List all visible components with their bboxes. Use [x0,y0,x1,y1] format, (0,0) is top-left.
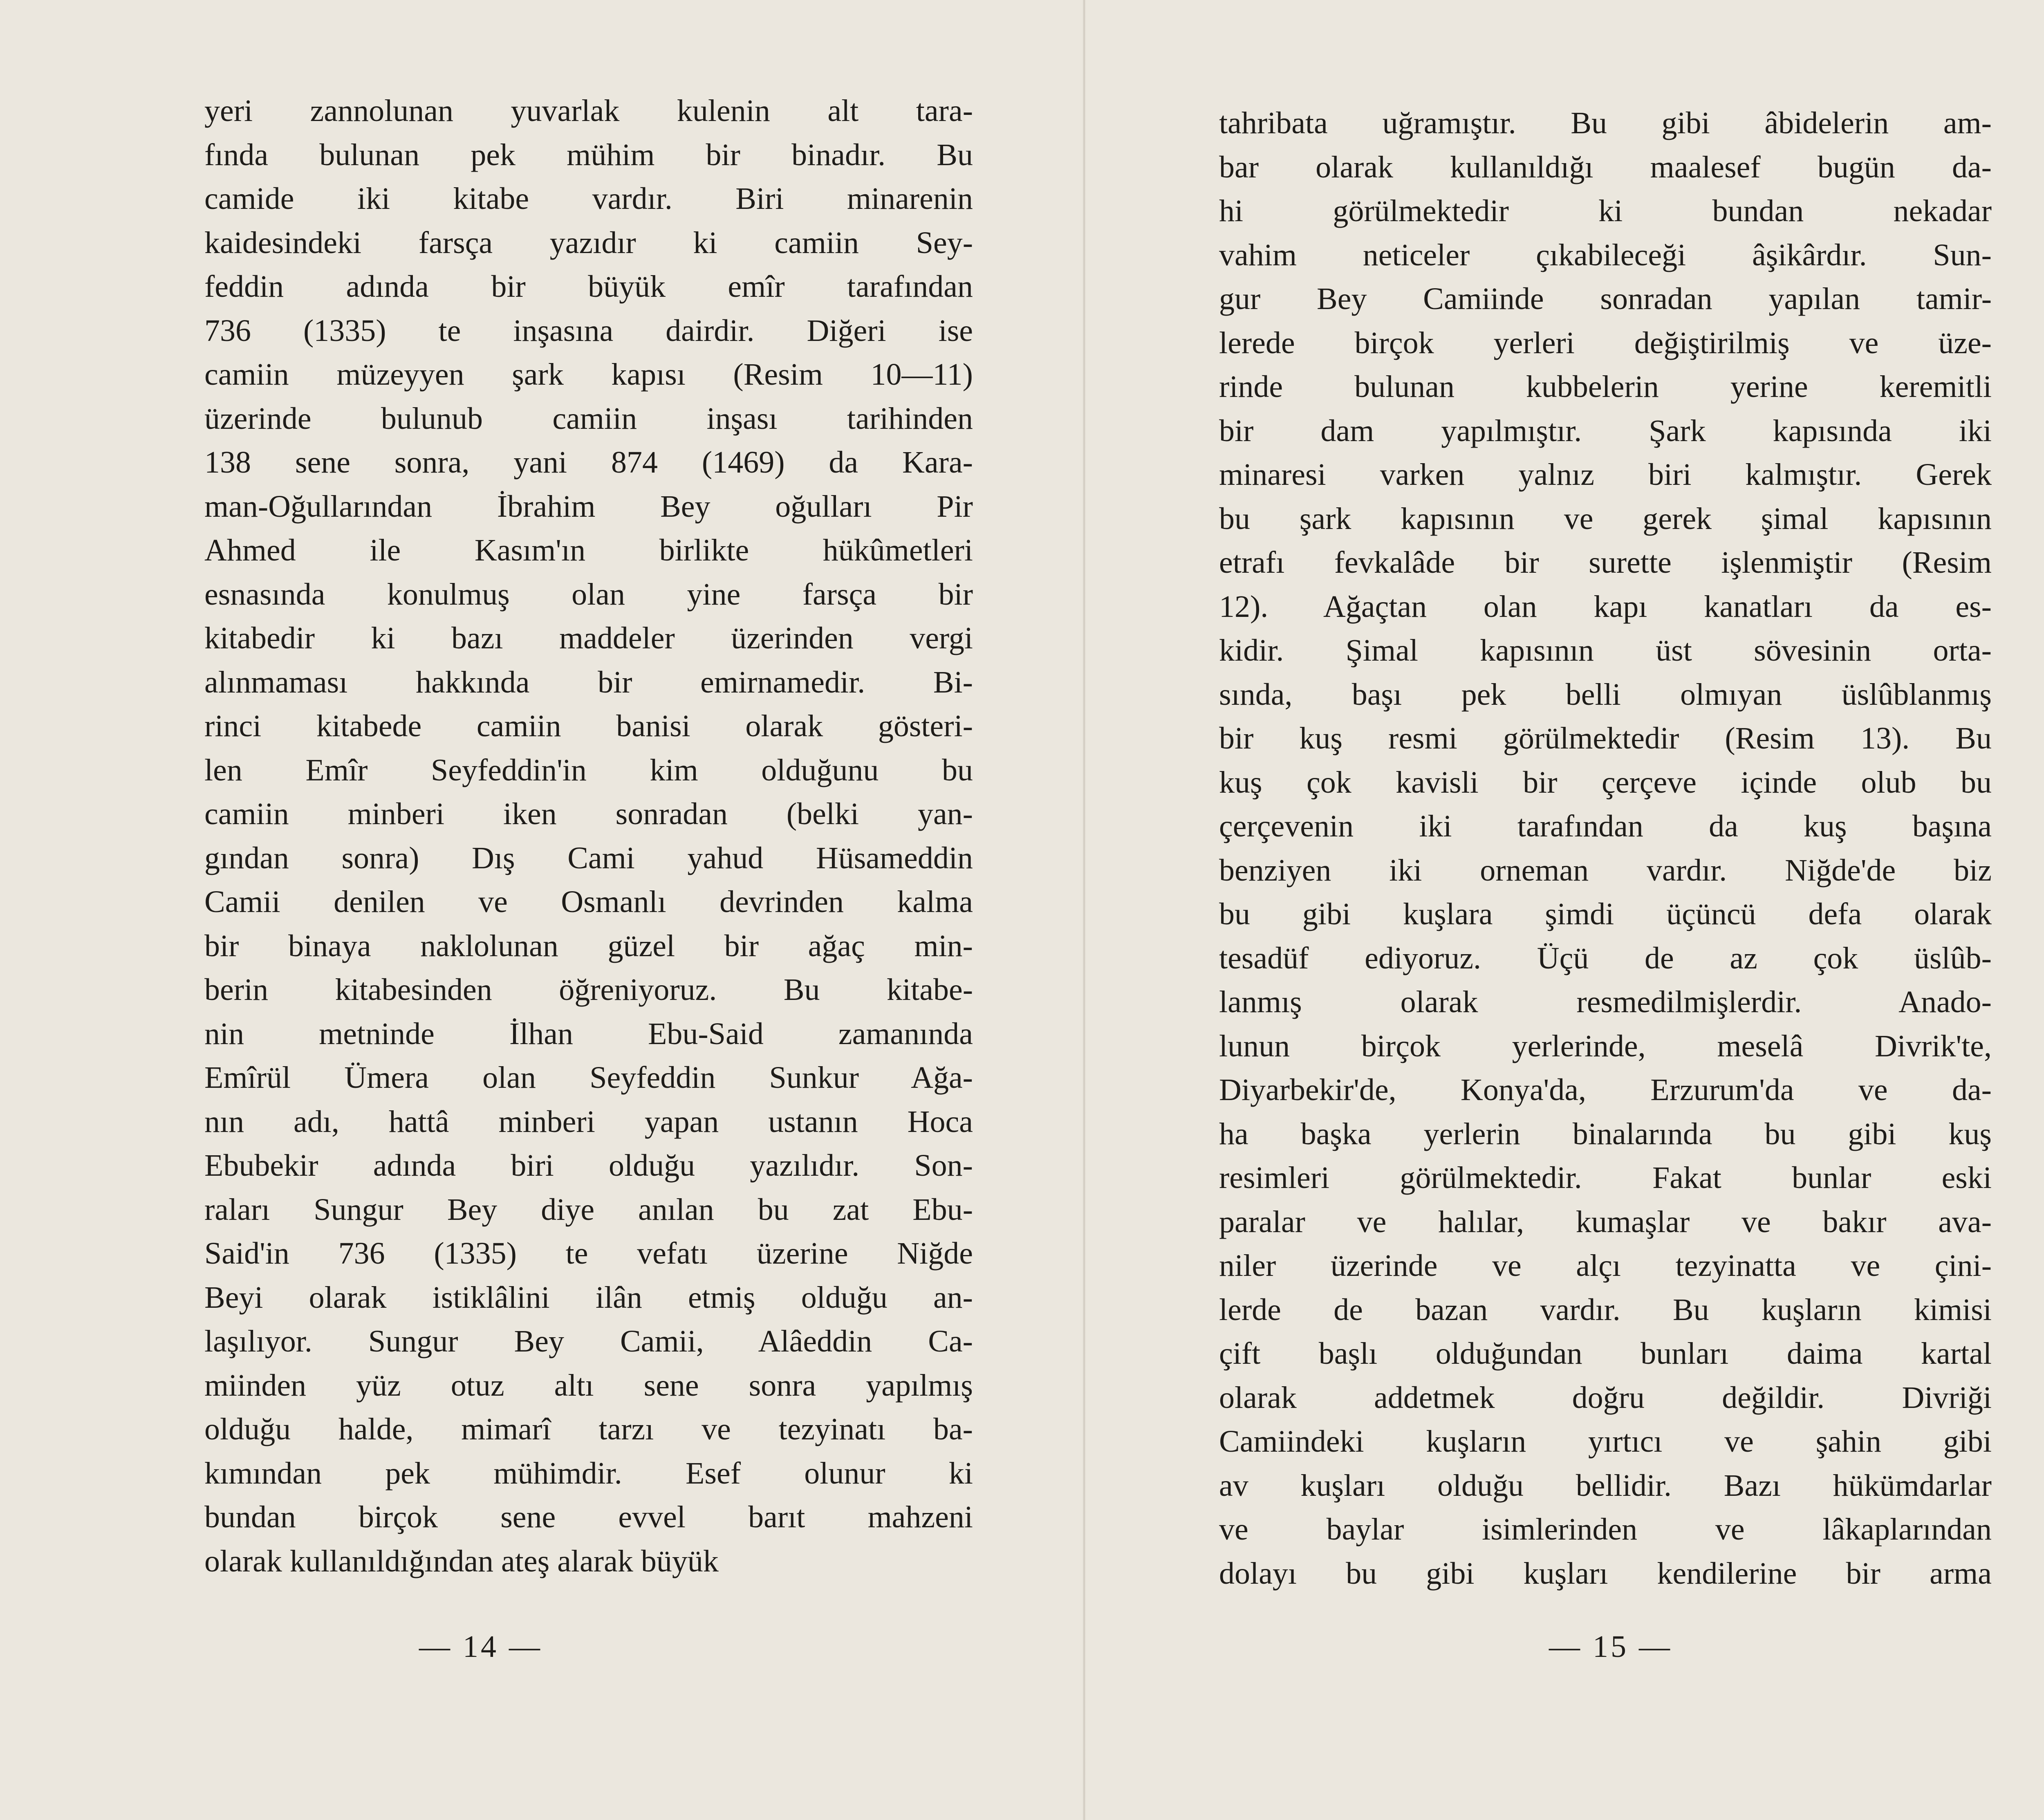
right-page [1084,0,2044,1820]
text-line: ve baylar isimlerinden ve lâkaplarından [1219,1512,1992,1547]
text-line: resimleri görülmektedir. Fakat bunlar eski [1219,1161,1992,1195]
text-line: bir dam yapılmıştır. Şark kapısında iki [1219,413,1992,448]
text-line: 736 (1335) te inşasına dairdir. Diğeri ise [204,313,973,348]
text-line: kaidesindeki farsça yazıdır ki camiin Sey- [204,225,973,260]
text-line: av kuşları olduğu bellidir. Bazı hükümdarlar [1219,1468,1992,1503]
text-line: vahim neticeler çıkabileceği âşikârdır. Sun- [1219,238,1992,272]
text-line: üzerinde bulunub camiin inşası tarihinden [204,401,973,436]
text-line: camide iki kitabe vardır. Biri minarenin [204,182,973,216]
right-page-text [1219,101,1992,1596]
text-line: bu şark kapısının ve gerek şimal kapısının [1219,501,1992,536]
text-line: olarak addetmek doğru değildir. Divriği [1219,1380,1992,1415]
text-line: 138 sene sonra, yani 874 (1469) da Kara- [204,445,973,480]
text-line: berin kitabesinden öğreniyoruz. Bu kitabe- [204,973,973,1007]
text-line: çerçevenin iki tarafından da kuş başına [1219,809,1992,843]
text-line: alınmaması hakkında bir emirnamedir. Bi- [204,665,973,699]
text-line: tesadüf ediyoruz. Üçü de az çok üslûb- [1219,941,1992,975]
text-line: lerde de bazan vardır. Bu kuşların kimisi [1219,1292,1992,1327]
text-line: kitabedir ki bazı maddeler üzerinden vergi [204,621,973,655]
text-line: Ahmed ile Kasım'ın birlikte hükûmetleri [204,533,973,567]
text-line: bu gibi kuşlara şimdi üçüncü defa olarak [1219,897,1992,931]
text-line: feddin adında bir büyük emîr tarafından [204,269,973,304]
text-line: Said'in 736 (1335) te vefatı üzerine Niğde [204,1236,973,1271]
text-line: benziyen iki orneman vardır. Niğde'de biz [1219,853,1992,888]
text-line: niler üzerinde ve alçı tezyinatta ve çini- [1219,1248,1992,1283]
text-line: Camii denilen ve Osmanlı devrinden kalma [204,885,973,919]
text-line: Ebubekir adında biri olduğu yazılıdır. Son- [204,1148,973,1183]
text-line: kuş çok kavisli bir çerçeve içinde olub bu [1219,765,1992,800]
text-line: Diyarbekir'de, Konya'da, Erzurum'da ve da- [1219,1073,1992,1107]
text-line: laşılıyor. Sungur Bey Camii, Alâeddin Ca- [204,1324,973,1358]
text-line: 12). Ağaçtan olan kapı kanatları da es- [1219,589,1992,624]
text-line: camiin minberi iken sonradan (belki yan- [204,797,973,831]
page-number-left: — 14 — [419,1629,542,1664]
page-number-right: — 15 — [1549,1629,1672,1664]
text-line: bir kuş resmi görülmektedir (Resim 13). Bu [1219,721,1992,755]
text-line: etrafı fevkalâde bir surette işlenmiştir (Resim [1219,545,1992,580]
text-line: rinci kitabede camiin banisi olarak gösteri- [204,709,973,743]
text-line: olarak kullanıldığından ateş alarak büyük [204,1544,719,1578]
text-line: ha başka yerlerin binalarında bu gibi kuş [1219,1116,1992,1151]
text-line: paralar ve halılar, kumaşlar ve bakır ava- [1219,1204,1992,1239]
text-line: rinde bulunan kubbelerin yerine keremitli [1219,370,1992,404]
text-line: Camiindeki kuşların yırtıcı ve şahin gibi [1219,1424,1992,1459]
text-line: Emîrül Ümera olan Seyfeddin Sunkur Ağa- [204,1060,973,1095]
text-line: kidir. Şimal kapısının üst sövesinin orta- [1219,633,1992,668]
text-line: dolayı bu gibi kuşları kendilerine bir arma [1219,1556,1992,1591]
text-line: bundan birçok sene evvel barıt mahzeni [204,1500,973,1534]
text-line: minaresi varken yalnız biri kalmıştır. Gerek [1219,457,1992,492]
text-line: gur Bey Camiinde sonradan yapılan tamir- [1219,282,1992,316]
text-line: raları Sungur Bey diye anılan bu zat Ebu- [204,1192,973,1227]
text-line: gından sonra) Dış Cami yahud Hüsameddin [204,841,973,875]
text-line: nin metninde İlhan Ebu-Said zamanında [204,1016,973,1051]
text-line: camiin müzeyyen şark kapısı (Resim 10—11) [204,357,973,392]
text-line: len Emîr Seyfeddin'in kim olduğunu bu [204,753,973,787]
text-line: çift başlı olduğundan bunları daima kartal [1219,1336,1992,1371]
text-line: man-Oğullarından İbrahim Bey oğulları Pir [204,489,973,524]
text-line: tahribata uğramıştır. Bu gibi âbidelerin am- [1219,106,1992,140]
text-line: miinden yüz otuz altı sene sonra yapılmış [204,1368,973,1403]
text-line: olduğu halde, mimarî tarzı ve tezyinatı ba- [204,1412,973,1446]
text-line: kımından pek mühimdir. Esef olunur ki [204,1456,973,1491]
left-page-text [204,89,973,1583]
text-line: nın adı, hattâ minberi yapan ustanın Hoca [204,1104,973,1139]
text-line: bar olarak kullanıldığı maalesef bugün da- [1219,150,1992,184]
text-line: fında bulunan pek mühim bir binadır. Bu [204,137,973,172]
text-line: esnasında konulmuş olan yine farsça bir [204,577,973,612]
text-line: Beyi olarak istiklâlini ilân etmiş olduğu an- [204,1280,973,1315]
text-line: hi görülmektedir ki bundan nekadar [1219,194,1992,228]
text-line: bir binaya naklolunan güzel bir ağaç min- [204,928,973,963]
text-line: lerede birçok yerleri değiştirilmiş ve üze- [1219,325,1992,360]
text-line: yeri zannolunan yuvarlak kulenin alt tara- [204,94,973,128]
text-line: sında, başı pek belli olmıyan üslûblanmış [1219,677,1992,712]
text-line: lanmış olarak resmedilmişlerdir. Anado- [1219,985,1992,1019]
text-line: lunun birçok yerlerinde, meselâ Divrik'te, [1219,1029,1992,1063]
